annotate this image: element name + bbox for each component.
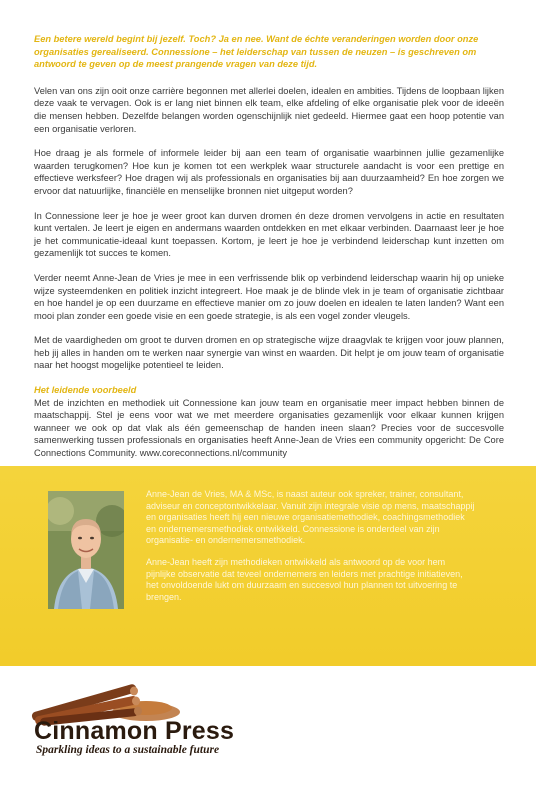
publisher-name: Cinnamon Press xyxy=(34,717,235,745)
bio-paragraph: Anne-Jean heeft zijn methodieken ontwikkeld als antwoord op de voor hem pijnlijke observatie dat teveel ondernemers en leiders met prachtige initiatieven, het onvoldoende lukt om duurzaam en succesvol hun plannen tot uitvoering te brengen. xyxy=(146,556,463,602)
author-bio xyxy=(146,489,476,613)
body-paragraph: Met de vaardigheden om groot te durven dromen en op strategische wijze draagvlak te krijgen voor jouw plannen, heb jij alles in handen om te werken naar synergie van winst en waarden. Dit helpt je om jouw team of organisatie naar het hoogst mogelijke potentieel te leiden. xyxy=(34,335,504,371)
body-paragraph: Hoe draag je als formele of informele leider bij aan een team of organisatie waarbinnen jullie gezamenlijke waarden terugkomen? Hoe kun je komen tot een werkplek waar structurele aandacht is voor een prettige en effectieve werksfeer? Hoe dragen wij als professionals en organisaties bij aan duurzaamheid? En hoe zorgen we ervoor dat natuurlijke, financiële en menselijke bronnen niet uitgeput worden? xyxy=(34,148,504,196)
body-paragraph: Velen van ons zijn ooit onze carrière begonnen met allerlei doelen, idealen en ambities. Tijdens de loopbaan lijken deze vaak te vervagen. Ook is er lang niet binnen elk team, elke afdeling of elke organisatie plek voor de ideeën die mensen hebben. Dezelfde belangen worden ogenschijnlijk niet gedeeld. Hiermee gaat een hoop potentie van een organisatie verloren. xyxy=(34,85,504,134)
bio-paragraph: Anne-Jean de Vries, MA & MSc, is naast auteur ook spreker, trainer, consultant, adviseur en conceptontwikkelaar. Vanuit zijn integrale visie op mens, maatschappij en organisaties heeft hij een nieuwe organisatiemethodiek, coachingsmethodiek en ondernemersmethodiek ontwikkeld. Connessione is onderdeel van zijn organisatie- en ondernemersmethodiek. xyxy=(146,489,475,546)
section-heading: Het leidende voorbeeld xyxy=(34,385,137,396)
body-paragraph: Verder neemt Anne-Jean de Vries je mee in een verfrissende blik op verbindend leiderschap waarin hij op unieke wijze systeemdenken en politiek inzicht integreert. Hoe maak je de blinde vlek in je team of organisatie zichtbaar en hoe handel je op een duurzame en effectieve manier om zo jouw doelen en idealen te laten landen? Want een mooi plan zonder een goede visie en een goede strategie, is als een vogel zonder vleugels. xyxy=(34,272,504,321)
author-photo xyxy=(48,491,124,609)
body-paragraph: In Connessione leer je hoe je weer groot kan durven dromen én deze dromen vervolgens in actie en resultaten kunt vertalen. Je leert je eigen en andermans waarden ontdekken en met elkaar verbinden. Daarnaast leer je hoe je het communicatie-ideaal kunt toepassen. Kortom, je leert je hoe je verbindend leiderschap kunt inzetten om gezamenlijk tot succes te komen. xyxy=(34,210,504,259)
section-paragraph: Met de inzichten en methodiek uit Connessione kan jouw team en organisatie meer impact hebben binnen de maatschappij. Stel je eens voor wat we met meerdere organisaties gezamenlijk voor elkaar kunnen krijgen wanneer we ook op dat vlak als één gemeenschap de handen ineen slaan? Precies voor de succesvolle samenwerking tussen professionals en organisaties heeft Anne-Jean de Vries een community opgericht: De Core Connections Community. www.coreconnections.nl/community xyxy=(34,397,504,459)
publisher-tagline: Sparkling ideas to a sustainable future xyxy=(36,744,220,756)
back-cover-text xyxy=(34,33,504,472)
intro-blurb: Een betere wereld begint bij jezelf. Toch? Ja en nee. Want de échte veranderingen worden door onze organisaties gerealiseerd. Connessione – het leiderschap van tussen de neuzen – is geschreven om antwoord te geven op de meest prangende vragen van deze tijd. xyxy=(34,34,479,70)
publisher-logo xyxy=(26,668,266,788)
